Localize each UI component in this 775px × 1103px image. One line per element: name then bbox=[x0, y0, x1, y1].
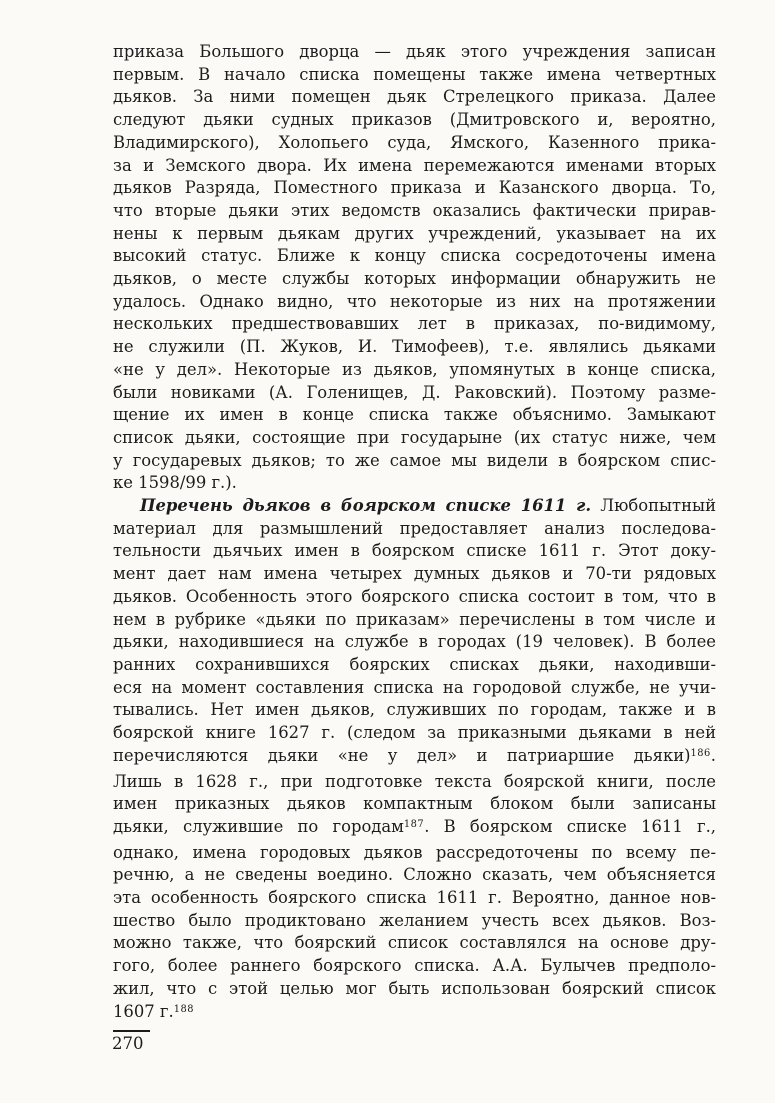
text-line bbox=[113, 563, 716, 586]
text-segment: ке 1598/99 г.). bbox=[113, 473, 237, 493]
text-segment: речню, а не сведены воедино. Сложно сказать, чем объясняется bbox=[113, 865, 716, 885]
text-segment: гого, более раннего боярского списка. А.А. Булычев предполо- bbox=[113, 956, 716, 976]
text-segment: у государевых дьяков; то же самое мы видели в боярском спис- bbox=[113, 450, 716, 470]
text-line bbox=[113, 472, 716, 495]
text-block bbox=[113, 41, 716, 1026]
text-segment: перечисляются дьяки «не у дел» и патриаршие дьяки) bbox=[113, 745, 691, 765]
text-line bbox=[113, 109, 716, 132]
text-line bbox=[113, 268, 716, 291]
text-segment: нескольких предшествовавших лет в приказах, по-видимому, bbox=[113, 314, 716, 334]
text-line bbox=[113, 200, 716, 223]
text-line bbox=[113, 978, 716, 1001]
text-line bbox=[113, 518, 716, 541]
text-segment: ранних сохранившихся боярских списках дьяки, находивши- bbox=[113, 654, 716, 674]
text-line bbox=[113, 359, 716, 382]
text-line bbox=[113, 427, 716, 450]
text-line bbox=[113, 313, 716, 336]
text-line bbox=[113, 132, 716, 155]
text-segment: щение их имен в конце списка также объяснимо. Замыкают bbox=[113, 405, 716, 425]
paragraph bbox=[113, 495, 716, 1026]
text-segment: дьяков, о месте службы которых информации обнаружить не bbox=[113, 269, 716, 289]
text-line bbox=[113, 245, 716, 268]
text-line bbox=[113, 699, 716, 722]
text-segment: первым. В начало списка помещены также имена четвертных bbox=[113, 64, 716, 84]
text-line bbox=[113, 540, 716, 563]
text-line bbox=[113, 609, 716, 632]
text-line bbox=[113, 177, 716, 200]
text-line bbox=[113, 910, 716, 933]
text-line bbox=[113, 382, 716, 405]
text-segment: . В боярском списке 1611 г., bbox=[424, 816, 716, 836]
page-number: 270 bbox=[112, 1034, 144, 1053]
text-segment: еся на момент составления списка на городовой службе, не учи- bbox=[113, 677, 716, 697]
text-segment: шество было продиктовано желанием учесть всех дьяков. Воз- bbox=[113, 910, 716, 930]
footnote-ref: 187 bbox=[403, 819, 425, 830]
footer-rule bbox=[113, 1030, 150, 1032]
text-segment: дьяков. Особенность этого боярского списка состоит в том, что в bbox=[113, 586, 716, 606]
text-line bbox=[113, 864, 716, 887]
text-line bbox=[113, 336, 716, 359]
inline-heading: Перечень дьяков в боярском списке 1611 г. bbox=[140, 496, 592, 516]
text-segment: мент дает нам имена четырех думных дьяков и 70-ти рядовых bbox=[113, 564, 716, 584]
text-segment: материал для размышлений предоставляет анализ последова- bbox=[113, 518, 716, 538]
text-segment: за и Земского двора. Их имена перемежаются именами вторых bbox=[113, 155, 716, 175]
text-segment: «не у дел». Некоторые из дьяков, упомянутых в конце списка, bbox=[113, 359, 716, 379]
text-line bbox=[113, 887, 716, 910]
text-segment: имен приказных дьяков компактным блоком были записаны bbox=[113, 794, 716, 814]
text-line bbox=[113, 450, 716, 473]
text-line bbox=[113, 495, 716, 518]
text-segment: следуют дьяки судных приказов (Дмитровского и, вероятно, bbox=[113, 110, 716, 130]
text-line bbox=[113, 793, 716, 816]
text-line bbox=[113, 41, 716, 64]
text-segment: эта особенность боярского списка 1611 г. Вероятно, данное нов- bbox=[113, 888, 716, 908]
text-line bbox=[113, 955, 716, 978]
text-segment: Владимирского), Холопьего суда, Ямского, Казенного прика- bbox=[113, 132, 716, 152]
text-segment: дьяков Разряда, Поместного приказа и Казанского дворца. То, bbox=[113, 178, 716, 198]
text-segment: . bbox=[710, 745, 716, 765]
text-line bbox=[113, 816, 716, 842]
text-segment: тельности дьячьих имен в боярском списке 1611 г. Этот доку- bbox=[113, 541, 716, 561]
text-segment: не служили (П. Жуков, И. Тимофеев), т.е. являлись дьяками bbox=[113, 337, 716, 357]
text-segment: нем в рубрике «дьяки по приказам» перечислены в том числе и bbox=[113, 609, 716, 629]
text-segment: однако, имена городовых дьяков рассредоточены по всему пе- bbox=[113, 842, 716, 862]
text-line bbox=[113, 404, 716, 427]
text-line bbox=[113, 223, 716, 246]
text-segment: жил, что с этой целью мог быть использован боярский список bbox=[113, 978, 716, 998]
text-line bbox=[113, 64, 716, 87]
text-segment: Любопытный bbox=[591, 496, 716, 516]
text-line bbox=[113, 155, 716, 178]
text-line bbox=[113, 842, 716, 865]
text-segment: дьяки, находившиеся на службе в городах (19 человек). В более bbox=[113, 632, 716, 652]
text-line bbox=[113, 771, 716, 794]
footnote-ref: 188 bbox=[173, 1003, 194, 1015]
text-line bbox=[113, 586, 716, 609]
paragraph bbox=[113, 41, 716, 495]
footnote-ref: 186 bbox=[690, 747, 711, 759]
text-segment: высокий статус. Ближе к концу списка сосредоточены имена bbox=[113, 246, 716, 266]
text-segment: тывались. Нет имен дьяков, служивших по городам, также и в bbox=[113, 700, 716, 720]
text-line bbox=[113, 745, 716, 771]
text-segment: что вторые дьяки этих ведомств оказались фактически прирав- bbox=[113, 200, 716, 220]
text-line bbox=[113, 86, 716, 109]
text-segment: боярской книге 1627 г. (следом за приказными дьяками в ней bbox=[113, 723, 716, 743]
text-line bbox=[113, 932, 716, 955]
text-line bbox=[113, 631, 716, 654]
text-line bbox=[113, 654, 716, 677]
text-line bbox=[113, 291, 716, 314]
text-segment: можно также, что боярский список составлялся на основе дру- bbox=[113, 933, 716, 953]
text-line bbox=[113, 677, 716, 700]
text-segment: были новиками (А. Голенищев, Д. Раковский). Поэтому разме- bbox=[113, 382, 716, 402]
text-line bbox=[113, 722, 716, 745]
text-segment: приказа Большого дворца — дьяк этого учреждения записан bbox=[113, 42, 716, 61]
text-segment: 1607 г. bbox=[113, 1001, 174, 1021]
text-segment: Лишь в 1628 г., при подготовке текста боярской книги, после bbox=[113, 771, 716, 791]
text-segment: список дьяки, состоящие при государыне (их статус ниже, чем bbox=[113, 427, 716, 447]
text-segment: дьяки, служившие по городам bbox=[113, 816, 404, 836]
text-segment: дьяков. За ними помещен дьяк Стрелецкого приказа. Далее bbox=[113, 87, 716, 107]
text-line bbox=[113, 1001, 716, 1027]
text-segment: удалось. Однако видно, что некоторые из них на протяжении bbox=[113, 291, 716, 311]
text-segment: нены к первым дьякам других учреждений, указывает на их bbox=[113, 223, 716, 243]
